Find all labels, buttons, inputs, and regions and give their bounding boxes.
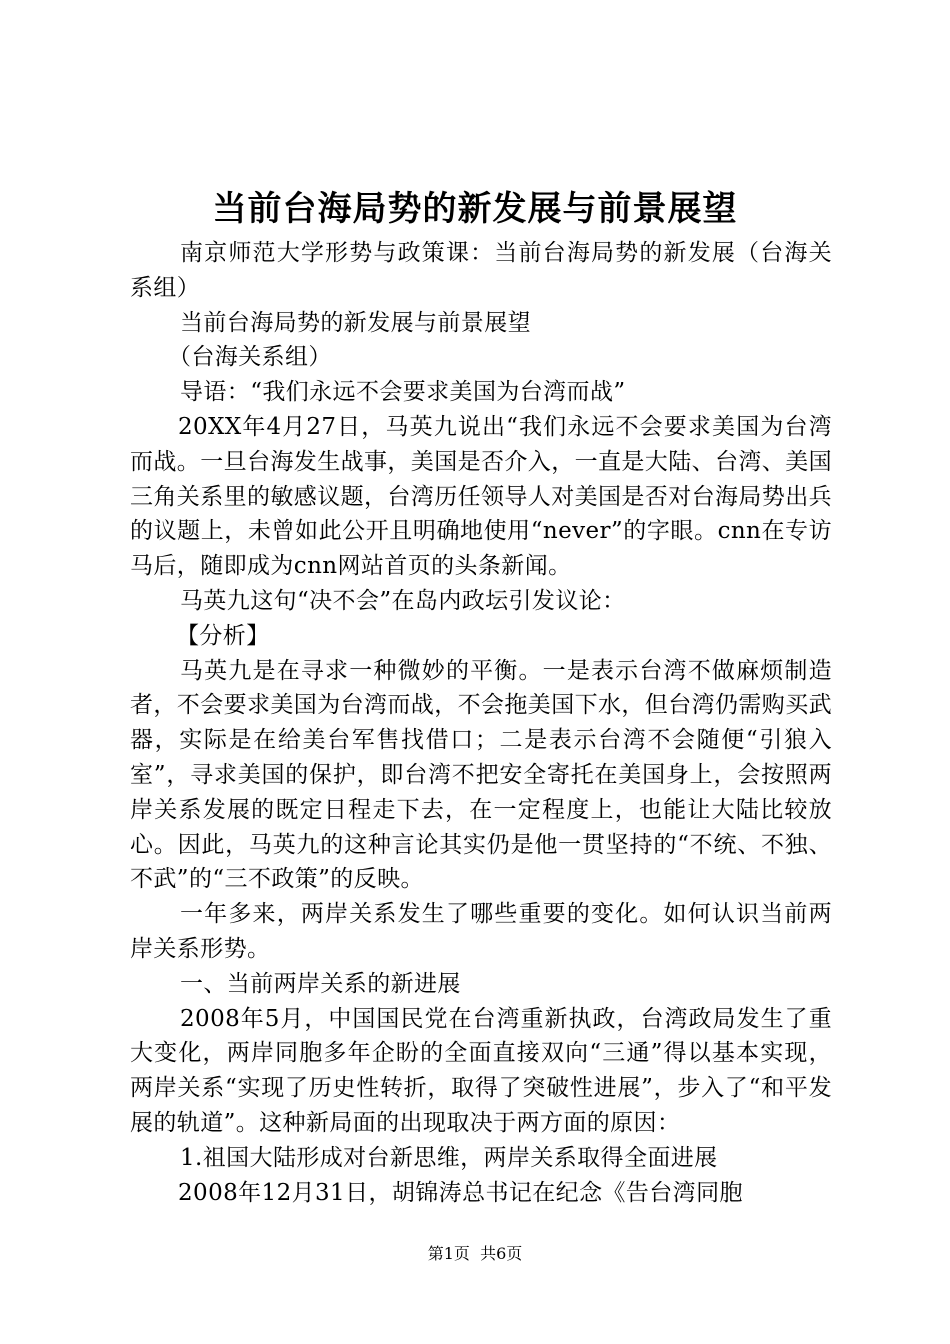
paragraph-debate: 马英九这句“决不会”在岛内政坛引发议论： — [180, 587, 626, 614]
paragraph-group-name: （台海关系组） — [168, 344, 332, 371]
paragraph-analysis-heading: 【分析】 — [176, 622, 270, 649]
page-number: 第1页 共6页 — [427, 1244, 523, 1263]
paragraph-2008-change: 2008年5月，中国国民党在台湾重新执政，台湾政局发生了重大变化，两岸同胞多年企盼的全面直接双向“三通”得以基本实现，两岸关系“实现了历史性转折，取得了突破性进展”，步入了“和平发展的轨道”。这种新局面的出现取决于两方面的原因： — [130, 1005, 832, 1136]
page-footer — [0, 1243, 950, 1265]
paragraph-lead: 导语：“我们永远不会要求美国为台湾而战” — [180, 379, 626, 406]
paragraph-analysis: 马英九是在寻求一种微妙的平衡。一是表示台湾不做麻烦制造者，不会要求美国为台湾而战，不会拖美国下水，但台湾仍需购买武器，实际是在给美台军售找借口；二是表示台湾不会随便“引狼入室”，寻求美国的保护，即台湾不把安全寄托在美国身上，会按照两岸关系发展的既定日程走下去，在一定程度上，也能让大陆比较放心。因此，马英九的这种言论其实仍是他一贯坚持的“不统、不独、不武”的“三不政策”的反映。 — [130, 657, 832, 893]
paragraph-subtitle: 当前台海局势的新发展与前景展望 — [180, 309, 531, 336]
paragraph-2008-speech: 2008年12月31日，胡锦涛总书记在纪念《告台湾同胞 — [178, 1179, 743, 1206]
document-body — [130, 236, 832, 1210]
document-title: 当前台海局势的新发展与前景展望 — [212, 189, 738, 229]
paragraph-question: 一年多来，两岸关系发生了哪些重要的变化。如何认识当前两岸关系形势。 — [130, 901, 832, 962]
section-heading-1: 一、当前两岸关系的新进展 — [180, 970, 461, 997]
paragraph-quote-event: 20XX年4月27日，马英九说出“我们永远不会要求美国为台湾而战。一旦台海发生战事，美国是否介入，一直是大陆、台湾、美国三角关系里的敏感议题，台湾历任领导人对美国是否对台海局势出兵的议题上，未曾如此公开且明确地使用“never”的字眼。cnn在专访马后，随即成为cnn网站首页的头条新闻。 — [130, 413, 832, 580]
paragraph-course-intro: 南京师范大学形势与政策课：当前台海局势的新发展（台海关系组） — [130, 240, 832, 301]
subsection-heading-1: 1.祖国大陆形成对台新思维，两岸关系取得全面进展 — [180, 1144, 718, 1171]
